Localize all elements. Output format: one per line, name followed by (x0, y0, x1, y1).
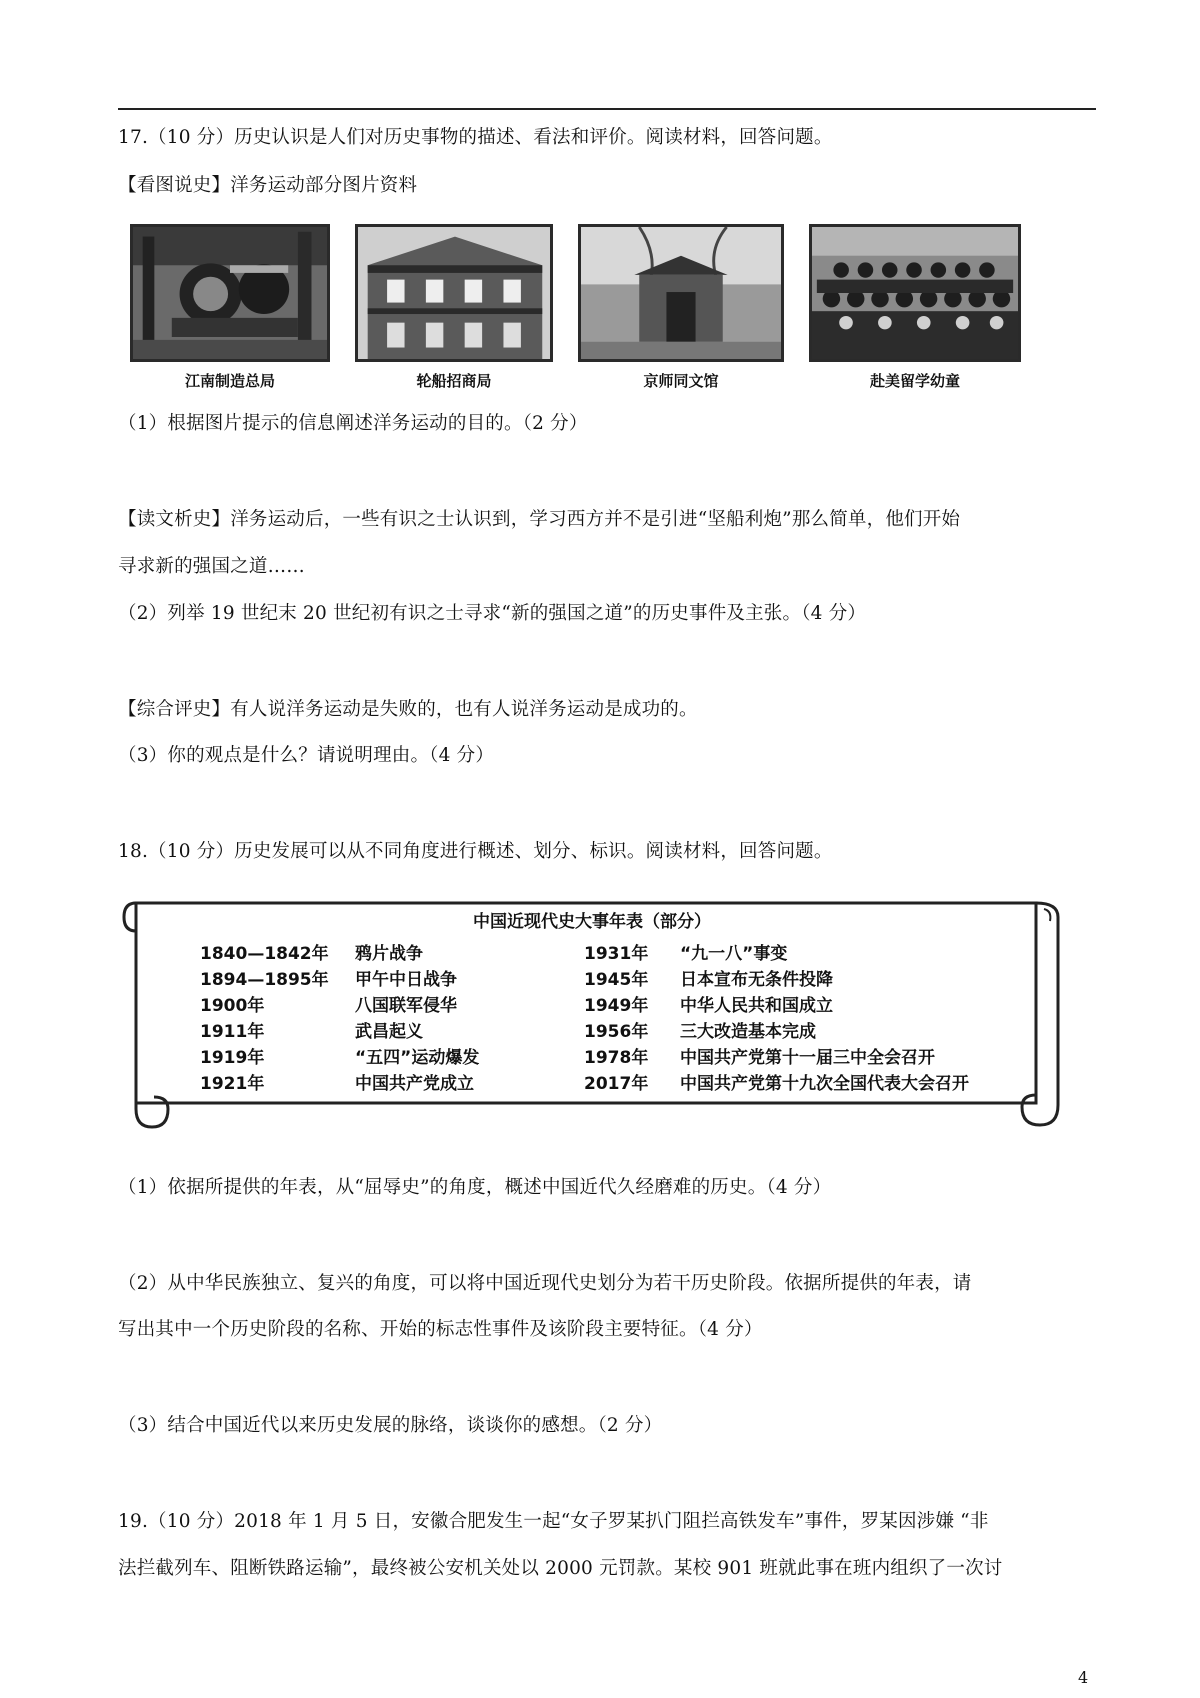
q17-section-reading-line1: 【读文析史】洋务运动后，一些有识之士认识到，学习西方并不是引进“坚船利炮”那么简单，他们开始 (118, 509, 961, 530)
timeline-event: 中国共产党第十一届三中全会召开 (680, 1048, 935, 1068)
timeline-event: 三大改造基本完成 (680, 1022, 816, 1042)
q17-stem: 17.（10 分）历史认识是人们对历史事物的描述、看法和评价。阅读材料，回答问题。 (118, 127, 833, 148)
q18-sub2-line2: 写出其中一个历史阶段的名称、开始的标志性事件及该阶段主要特征。（4 分） (118, 1319, 763, 1340)
q17-sub2: （2）列举 19 世纪末 20 世纪初有识之士寻求“新的强国之道”的历史事件及主张。（4 分） (118, 603, 867, 624)
q17-section-pictures: 【看图说史】洋务运动部分图片资料 (118, 175, 418, 196)
timeline-event: “五四”运动爆发 (355, 1048, 480, 1068)
q19-line2: 法拦截列车、阻断铁路运输”，最终被公安机关处以 2000 元罚款。某校 901 班就此事在班内组织了一次讨 (118, 1558, 1003, 1579)
timeline-year: 1894—1895年 (200, 970, 329, 990)
photo-china-merchants (355, 224, 553, 362)
q19-line1: 19.（10 分）2018 年 1 月 5 日，安徽合肥发生一起“女子罗某扒门阻拦高铁发车”事件，罗某因涉嫌 “非 (118, 1511, 989, 1532)
caption-china-merchants: 轮船招商局 (416, 372, 492, 390)
timeline-year: 1931年 (584, 944, 649, 964)
timeline-scroll (122, 895, 1062, 1130)
page-number: 4 (1078, 1668, 1089, 1687)
timeline-event: 中国共产党成立 (355, 1074, 474, 1094)
caption-boys-to-america: 赴美留学幼童 (869, 372, 960, 390)
timeline-event: 甲午中日战争 (355, 970, 457, 990)
timeline-event: 中国共产党第十九次全国代表大会召开 (680, 1074, 969, 1094)
timeline-year: 1900年 (200, 996, 265, 1016)
timeline-year: 1945年 (584, 970, 649, 990)
q17-section-evaluation: 【综合评史】有人说洋务运动是失败的，也有人说洋务运动是成功的。 (118, 699, 698, 720)
header-rule (118, 108, 1096, 110)
timeline-year: 1911年 (200, 1022, 265, 1042)
photo-boys-to-america (809, 224, 1021, 362)
photo-tongwen-guan (578, 224, 784, 362)
q17-sub1: （1）根据图片提示的信息阐述洋务运动的目的。（2 分） (118, 413, 588, 434)
timeline-event: 日本宣布无条件投降 (680, 970, 833, 990)
timeline-year: 1949年 (584, 996, 649, 1016)
timeline-event: 武昌起义 (355, 1022, 423, 1042)
q18-sub2-line1: （2）从中华民族独立、复兴的角度，可以将中国近现代史划分为若干历史阶段。依据所提供的年表，请 (118, 1273, 972, 1294)
timeline-year: 1840—1842年 (200, 944, 329, 964)
caption-tongwen-guan: 京师同文馆 (643, 372, 719, 390)
caption-jiangnan-arsenal: 江南制造总局 (184, 372, 275, 390)
timeline-title: 中国近现代史大事年表（部分） (473, 912, 711, 932)
timeline-year: 1978年 (584, 1048, 649, 1068)
timeline-event: 八国联军侵华 (355, 996, 457, 1016)
timeline-year: 1919年 (200, 1048, 265, 1068)
timeline-year: 1921年 (200, 1074, 265, 1094)
timeline-event: 鸦片战争 (355, 944, 423, 964)
q18-sub1: （1）依据所提供的年表，从“屈辱史”的角度，概述中国近代久经磨难的历史。（4 分） (118, 1177, 832, 1198)
timeline-year: 1956年 (584, 1022, 649, 1042)
q17-sub3: （3）你的观点是什么？请说明理由。（4 分） (118, 745, 495, 766)
timeline-year: 2017年 (584, 1074, 649, 1094)
q18-stem: 18.（10 分）历史发展可以从不同角度进行概述、划分、标识。阅读材料，回答问题。 (118, 841, 833, 862)
q18-sub3: （3）结合中国近代以来历史发展的脉络，谈谈你的感想。（2 分） (118, 1415, 663, 1436)
q17-section-reading-line2: 寻求新的强国之道…… (118, 556, 306, 577)
timeline-event: 中华人民共和国成立 (680, 996, 833, 1016)
photo-jiangnan-arsenal (130, 224, 330, 362)
timeline-event: “九一八”事变 (680, 944, 788, 964)
